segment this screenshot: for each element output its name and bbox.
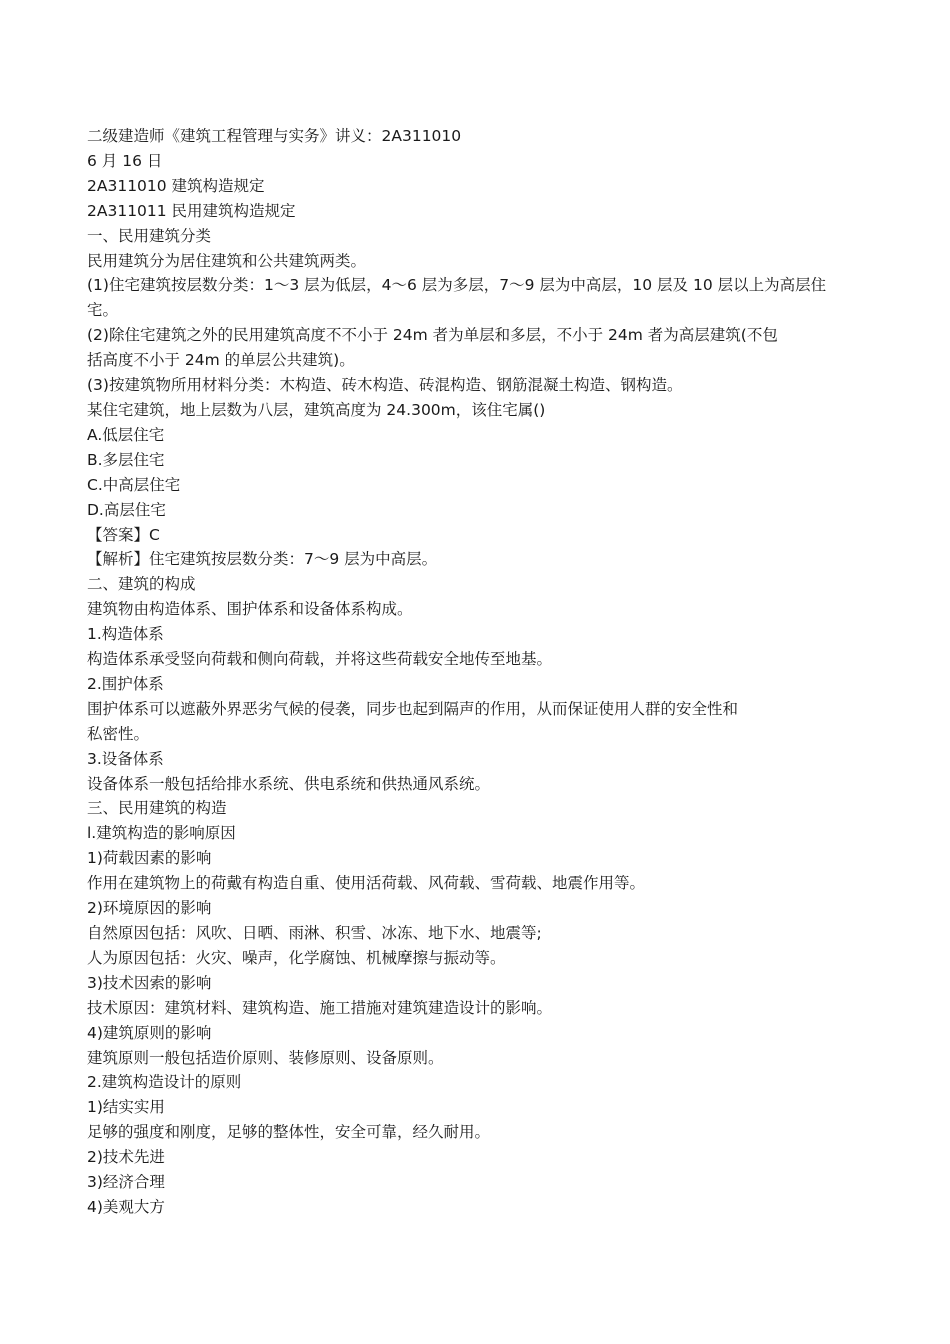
option-b: B.多层住宅 — [87, 450, 165, 469]
subheading: 2.建筑构造设计的原则 — [87, 1073, 242, 1092]
paragraph-line: 建筑物由构造体系、围护体系和设备体系构成。 — [87, 600, 413, 619]
paragraph-line: 技术原因：建筑材料、建筑构造、施工措施对建筑建造设计的影响。 — [87, 998, 553, 1017]
paragraph-line: 自然原因包括：风吹、日晒、雨淋、积雪、冰冻、地下水、地震等; — [87, 924, 542, 942]
list-item-heading: 1)荷载因素的影响 — [87, 849, 212, 868]
heading-construction: 三、民用建筑的构造 — [87, 799, 227, 818]
heading-composition: 二、建筑的构成 — [87, 575, 196, 594]
subheading: l.建筑构造的影响原因 — [87, 824, 236, 843]
paragraph-line: 设备体系一般包括给排水系统、供电系统和供热通风系统。 — [87, 774, 491, 793]
paragraph-line: (2)除住宅建筑之外的民用建筑高度不不小于 24m 者为单层和多层，不小于 24m 者为高层建筑(不包 — [87, 326, 778, 345]
document-title: 二级建造师《建筑工程管理与实务》讲义：2A311010 — [87, 127, 462, 145]
paragraph-line: 宅。 — [87, 301, 119, 320]
option-a: A.低层住宅 — [87, 425, 165, 444]
list-item-heading: 3)技术因索的影响 — [87, 973, 212, 992]
paragraph-line: 私密性。 — [87, 724, 150, 743]
question-stem: 某住宅建筑，地上层数为八层，建筑高度为 24.300m，该住宅属() — [87, 400, 546, 419]
subsection-heading: 2A311011 民用建筑构造规定 — [87, 201, 296, 220]
paragraph-line: 人为原因包括：火灾、噪声，化学腐蚀、机械摩擦与振动等。 — [87, 948, 506, 967]
paragraph-line: (3)按建筑物所用材料分类：木构造、砖木构造、砖混构造、钢筋混凝土构造、钢构造。 — [87, 376, 683, 395]
paragraph-line: 括高度不小于 24m 的单层公共建筑)。 — [87, 351, 355, 370]
paragraph-line: 足够的强度和刚度，足够的整体性，安全可靠，经久耐用。 — [87, 1123, 491, 1142]
list-item-heading: 1)结实实用 — [87, 1098, 165, 1117]
list-item-heading: 3)经济合理 — [87, 1173, 165, 1192]
explanation-line: 【解析】住宅建筑按层数分类：7～9 层为中高层。 — [87, 550, 438, 569]
answer-line: 【答案】C — [87, 525, 160, 544]
option-c: C.中高层住宅 — [87, 475, 181, 494]
paragraph-line: 民用建筑分为居住建筑和公共建筑两类。 — [87, 251, 367, 270]
subheading: 1.构造体系 — [87, 625, 164, 644]
document-page — [87, 124, 872, 1220]
option-d: D.高层住宅 — [87, 500, 166, 519]
list-item-heading: 2)技术先进 — [87, 1148, 165, 1167]
heading-classification: 一、民用建筑分类 — [87, 226, 212, 245]
list-item-heading: 2)环境原因的影响 — [87, 899, 212, 918]
subheading: 3.设备体系 — [87, 749, 164, 768]
paragraph-line: 围护体系可以遮蔽外界恶劣气候的侵袭，同步也起到隔声的作用，从而保证使用人群的安全性和 — [87, 699, 739, 718]
paragraph-line: 作用在建筑物上的荷戴有构造自重、使用活荷载、风荷载、雪荷载、地震作用等。 — [87, 874, 646, 893]
paragraph-line: 建筑原则一般包括造价原则、装修原则、设备原则。 — [87, 1048, 444, 1067]
section-heading: 2A311010 建筑构造规定 — [87, 176, 265, 195]
paragraph-line: 构造体系承受竖向荷载和侧向荷载，并将这些荷载安全地传至地基。 — [87, 650, 553, 669]
list-item-heading: 4)建筑原则的影响 — [87, 1023, 212, 1042]
list-item-heading: 4)美观大方 — [87, 1197, 165, 1216]
document-date: 6 月 16 日 — [87, 151, 163, 170]
paragraph-line: (1)住宅建筑按层数分类：1～3 层为低层，4～6 层为多层，7～9 层为中高层，10 层及 10 层以上为高层住 — [87, 276, 827, 295]
subheading: 2.围护体系 — [87, 674, 164, 693]
